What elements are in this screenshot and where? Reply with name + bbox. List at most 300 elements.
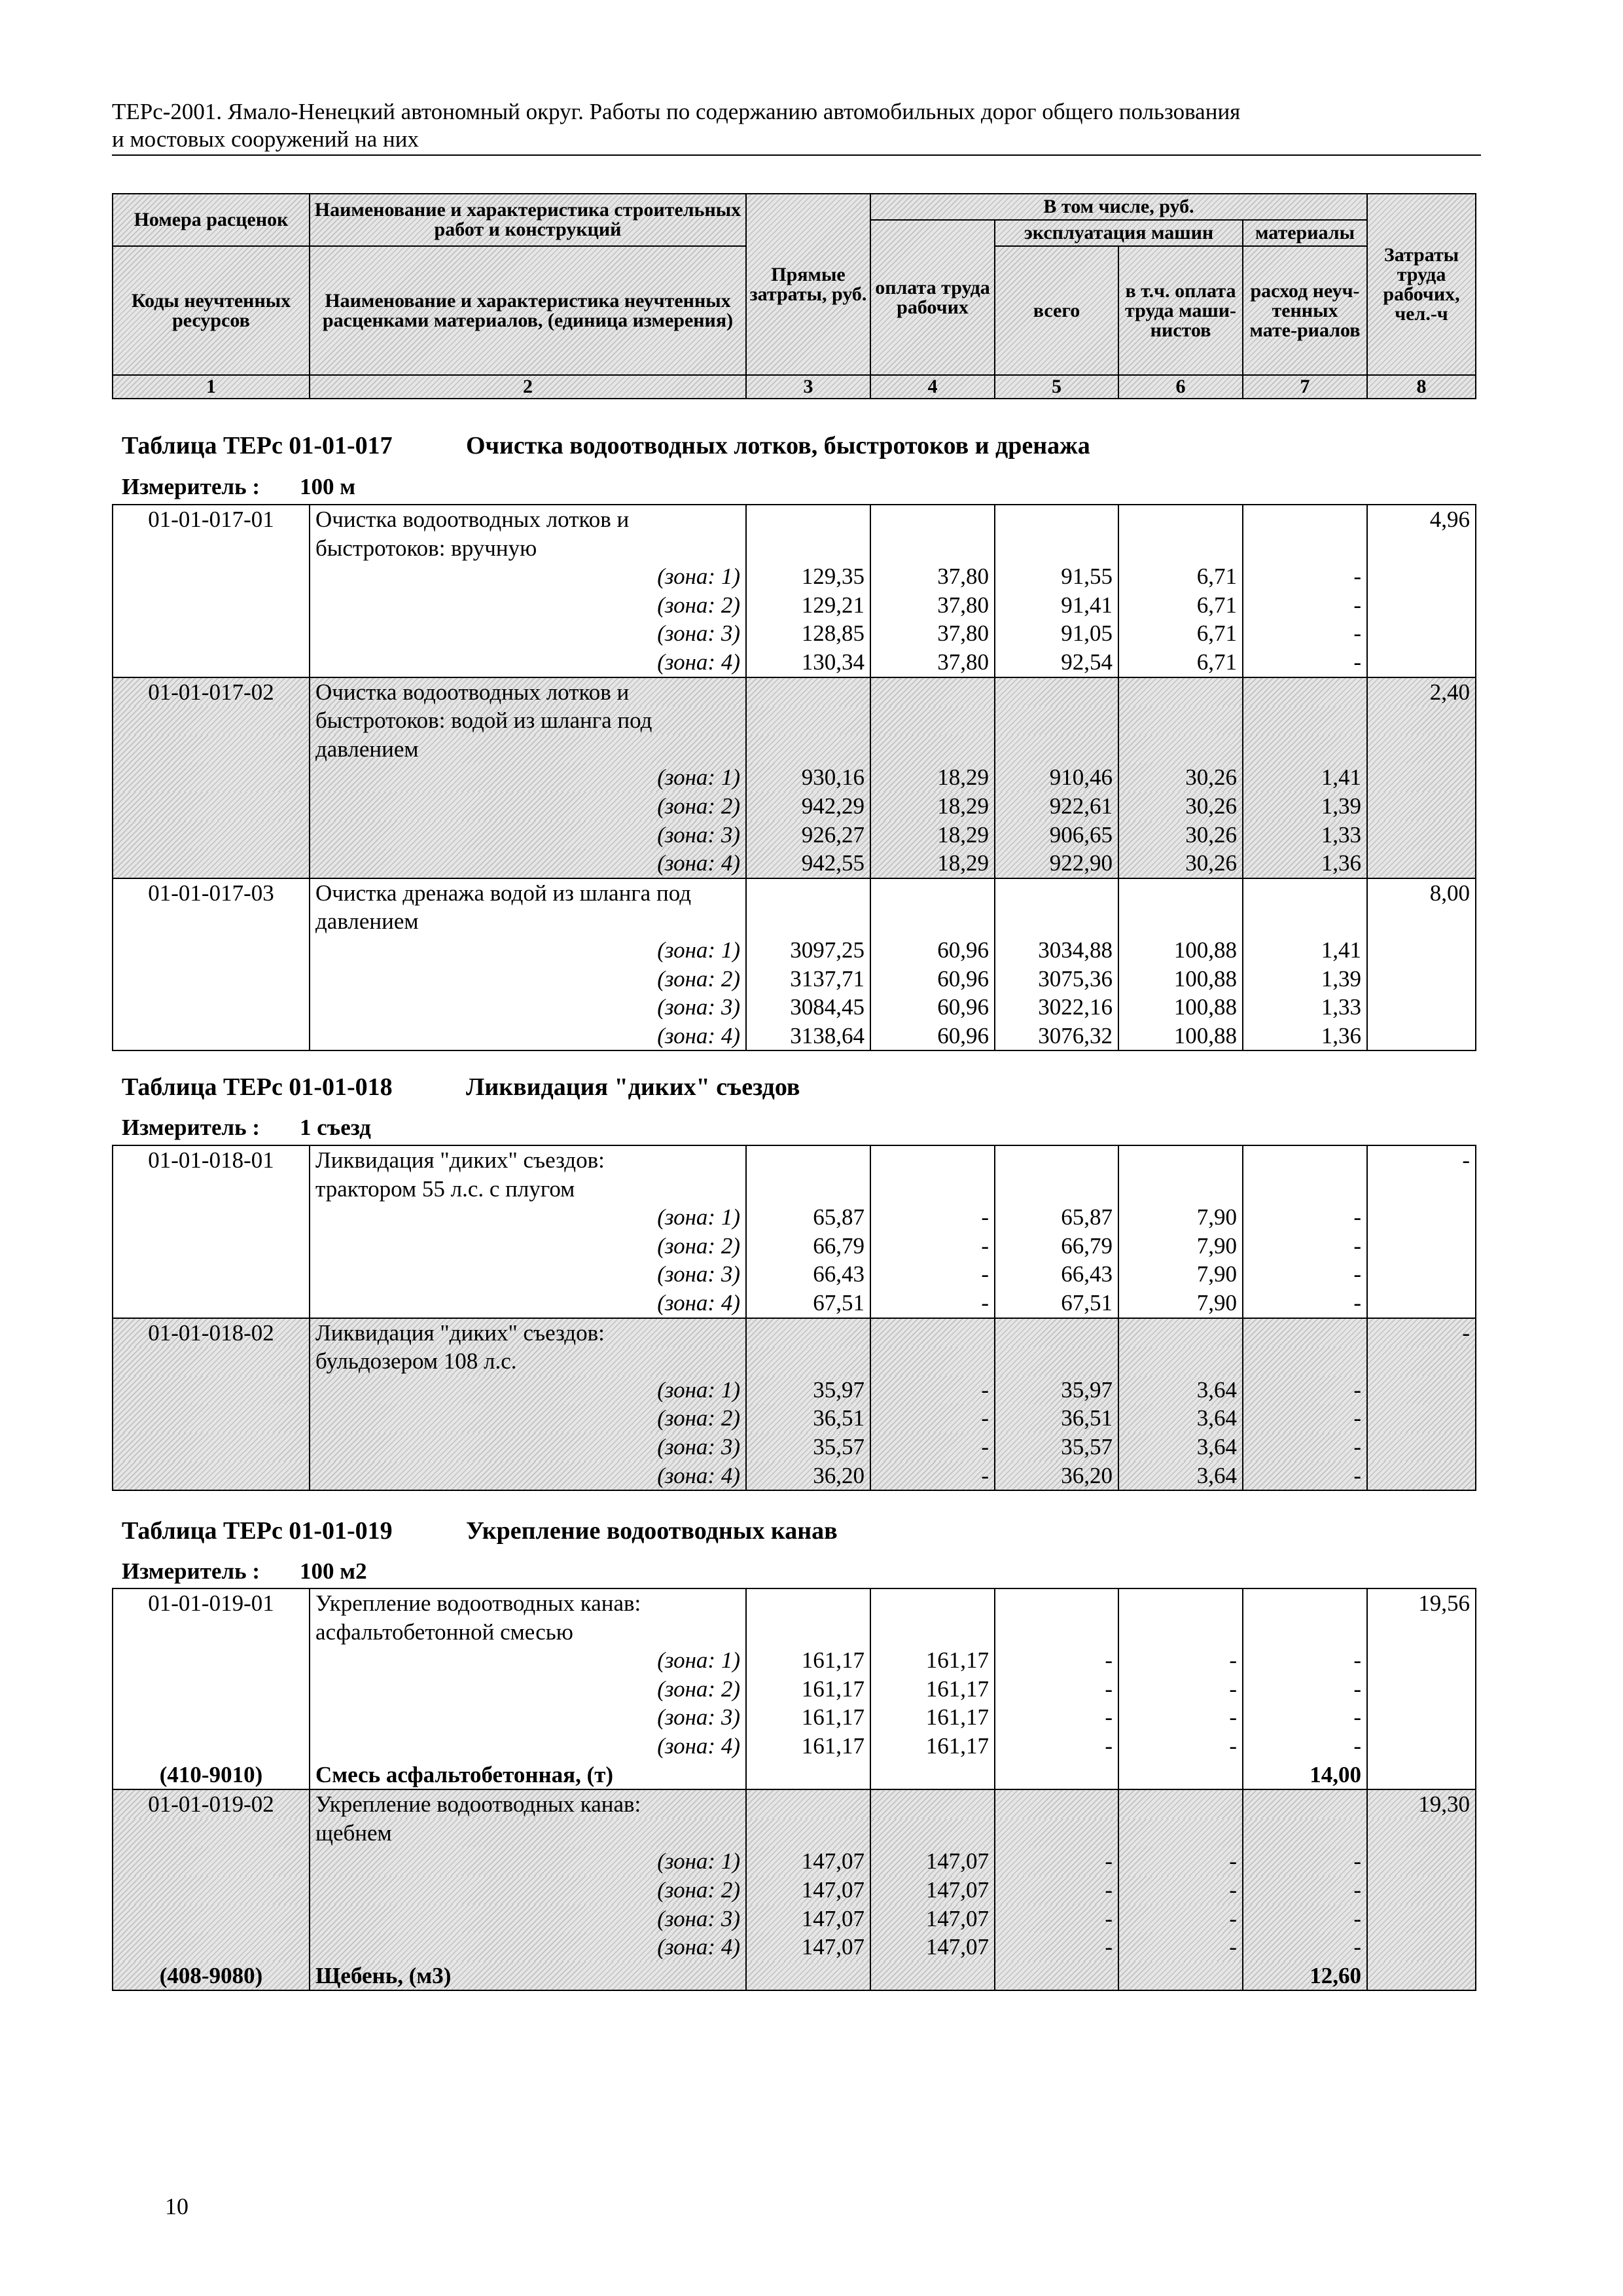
cell-machinist-pay: 100,88 <box>1118 993 1243 1022</box>
cell-labor-hours <box>1367 1260 1476 1289</box>
cell-description: (зона: 2) <box>310 792 746 821</box>
cell-machinist-pay: 100,88 <box>1118 936 1243 965</box>
cell-direct-costs <box>746 677 870 707</box>
table-row <box>113 1761 1476 1790</box>
cell-direct-costs <box>746 1618 870 1647</box>
cell-direct-costs: 147,07 <box>746 1847 870 1876</box>
cell-direct-costs: 930,16 <box>746 763 870 792</box>
table-row <box>113 1376 1476 1405</box>
cell-rate-code <box>113 562 310 591</box>
cell-rate-code <box>113 1289 310 1318</box>
cell-labor-hours <box>1367 1175 1476 1204</box>
cell-direct-costs <box>746 1588 870 1618</box>
cell-materials-usage: 1,33 <box>1243 821 1367 850</box>
cell-labor-pay <box>870 1962 995 1991</box>
cell-labor-hours <box>1367 763 1476 792</box>
cell-rate-code <box>113 849 310 878</box>
cell-labor-hours <box>1367 1232 1476 1261</box>
cell-description: (зона: 4) <box>310 1022 746 1051</box>
cell-description: (зона: 4) <box>310 648 746 677</box>
cell-labor-hours <box>1367 993 1476 1022</box>
cell-materials-usage: 1,33 <box>1243 993 1367 1022</box>
cell-labor-pay: 18,29 <box>870 763 995 792</box>
cell-labor-pay <box>870 1318 995 1348</box>
cell-labor-pay <box>870 1175 995 1204</box>
cell-description: (зона: 3) <box>310 1905 746 1933</box>
cell-description: быстротоков: водой из шланга под <box>310 706 746 735</box>
cell-machinist-pay <box>1118 1318 1243 1348</box>
cell-labor-hours <box>1367 1819 1476 1848</box>
cell-machinist-pay: 3,64 <box>1118 1376 1243 1405</box>
table-row <box>113 648 1476 677</box>
cell-machinist-pay: 3,64 <box>1118 1433 1243 1462</box>
column-number: 5 <box>995 375 1118 399</box>
cell-machine-total: 66,79 <box>995 1232 1118 1261</box>
cell-rate-code <box>113 1376 310 1405</box>
cell-rate-code <box>113 936 310 965</box>
cell-labor-pay: 161,17 <box>870 1703 995 1732</box>
table-row <box>113 1962 1476 1991</box>
cell-materials-usage <box>1243 1347 1367 1376</box>
cell-direct-costs: 3138,64 <box>746 1022 870 1051</box>
cell-direct-costs: 161,17 <box>746 1703 870 1732</box>
cell-machine-total: 3076,32 <box>995 1022 1118 1051</box>
cell-materials-usage: - <box>1243 1876 1367 1905</box>
cell-machinist-pay <box>1118 534 1243 563</box>
cell-labor-pay: 147,07 <box>870 1876 995 1905</box>
header-rate-numbers: Номера расценок <box>113 194 310 246</box>
cell-machinist-pay: - <box>1118 1703 1243 1732</box>
cell-machinist-pay <box>1118 1789 1243 1819</box>
cell-labor-hours <box>1367 965 1476 994</box>
cell-rate-code <box>113 1847 310 1876</box>
meter-label: Измеритель : <box>122 1558 260 1584</box>
table-row <box>113 907 1476 936</box>
column-number: 2 <box>310 375 746 399</box>
cell-machine-total: 67,51 <box>995 1289 1118 1318</box>
cell-description: (зона: 4) <box>310 1732 746 1761</box>
cell-materials-usage <box>1243 1789 1367 1819</box>
table-row <box>113 1433 1476 1462</box>
header-materials-usage: расход неуч-тенных мате-риалов <box>1243 246 1367 375</box>
cell-materials-usage: 1,36 <box>1243 849 1367 878</box>
table-row <box>113 1876 1476 1905</box>
table-row <box>113 878 1476 908</box>
cell-rate-code <box>113 907 310 936</box>
cell-machine-total <box>995 1175 1118 1204</box>
cell-materials-usage: - <box>1243 1847 1367 1876</box>
cell-materials-usage <box>1243 1819 1367 1848</box>
cell-materials-usage <box>1243 1588 1367 1618</box>
cell-machine-total <box>995 706 1118 735</box>
table-row <box>113 1933 1476 1962</box>
cell-labor-hours <box>1367 1022 1476 1051</box>
cell-description: (зона: 2) <box>310 1876 746 1905</box>
cell-direct-costs: 147,07 <box>746 1905 870 1933</box>
cell-labor-pay: 37,80 <box>870 591 995 620</box>
cell-materials-usage: - <box>1243 1905 1367 1933</box>
cell-rate-code: 01-01-017-02 <box>113 677 310 707</box>
table-row <box>113 821 1476 850</box>
table-label: Таблица ТЕРс 01-01-018 <box>122 1073 393 1101</box>
cell-rate-code <box>113 1703 310 1732</box>
cell-rate-code <box>113 735 310 764</box>
cell-description: давлением <box>310 735 746 764</box>
cell-description: (зона: 3) <box>310 619 746 648</box>
cell-description: (зона: 3) <box>310 1433 746 1462</box>
table-name: Укрепление водоотводных канав <box>466 1517 838 1545</box>
cell-machinist-pay: 30,26 <box>1118 821 1243 850</box>
cell-materials-usage: - <box>1243 1675 1367 1704</box>
cell-rate-code <box>113 821 310 850</box>
table-row <box>113 677 1476 707</box>
cell-rate-code <box>113 1819 310 1848</box>
cell-rate-code: 01-01-017-01 <box>113 505 310 534</box>
cell-direct-costs <box>746 505 870 534</box>
cell-direct-costs <box>746 1318 870 1348</box>
column-number-row <box>113 375 1476 399</box>
cell-direct-costs: 35,97 <box>746 1376 870 1405</box>
cell-machinist-pay <box>1118 1819 1243 1848</box>
cell-direct-costs: 129,21 <box>746 591 870 620</box>
cell-machine-total <box>995 1318 1118 1348</box>
cell-labor-pay: 60,96 <box>870 993 995 1022</box>
cell-rate-code <box>113 534 310 563</box>
table-row <box>113 534 1476 563</box>
cell-labor-hours <box>1367 1876 1476 1905</box>
meter-label: Измеритель : <box>122 474 260 499</box>
cell-labor-pay <box>870 878 995 908</box>
cell-machine-total: 91,55 <box>995 562 1118 591</box>
table-row <box>113 619 1476 648</box>
cell-machine-total: 65,87 <box>995 1203 1118 1232</box>
cell-labor-hours <box>1367 907 1476 936</box>
meter-value: 100 м2 <box>300 1558 367 1584</box>
cell-labor-pay: - <box>870 1203 995 1232</box>
cell-direct-costs: 3084,45 <box>746 993 870 1022</box>
cell-labor-pay: 60,96 <box>870 1022 995 1051</box>
meter-019 <box>122 1558 367 1585</box>
cell-labor-hours <box>1367 591 1476 620</box>
cell-machinist-pay <box>1118 1145 1243 1175</box>
cell-labor-pay <box>870 1588 995 1618</box>
cell-rate-code <box>113 591 310 620</box>
cell-materials-usage: 12,60 <box>1243 1962 1367 1991</box>
table-row <box>113 763 1476 792</box>
cell-description: (зона: 3) <box>310 1703 746 1732</box>
cell-machine-total: - <box>995 1847 1118 1876</box>
cell-machine-total: 92,54 <box>995 648 1118 677</box>
cell-labor-pay: - <box>870 1289 995 1318</box>
header-machine-operation: эксплуатация машин <box>995 220 1243 246</box>
cell-labor-pay: 37,80 <box>870 648 995 677</box>
cell-machine-total: - <box>995 1703 1118 1732</box>
cell-machinist-pay <box>1118 735 1243 764</box>
table-row <box>113 1732 1476 1761</box>
cell-machine-total: 36,51 <box>995 1404 1118 1433</box>
cell-labor-hours: - <box>1367 1145 1476 1175</box>
cell-machine-total: 922,90 <box>995 849 1118 878</box>
cell-description: Очистка водоотводных лотков и <box>310 505 746 534</box>
cell-machinist-pay: 100,88 <box>1118 965 1243 994</box>
cell-machine-total <box>995 1761 1118 1790</box>
cell-machine-total: 3022,16 <box>995 993 1118 1022</box>
column-number: 8 <box>1367 375 1476 399</box>
cell-machinist-pay: 7,90 <box>1118 1260 1243 1289</box>
cell-direct-costs: 161,17 <box>746 1675 870 1704</box>
cell-labor-pay: 18,29 <box>870 792 995 821</box>
cell-labor-hours <box>1367 1732 1476 1761</box>
cell-labor-hours <box>1367 1675 1476 1704</box>
cell-machinist-pay <box>1118 907 1243 936</box>
cell-rate-code <box>113 619 310 648</box>
cell-description: (зона: 4) <box>310 849 746 878</box>
cell-materials-usage <box>1243 907 1367 936</box>
cell-description: (зона: 1) <box>310 562 746 591</box>
cell-labor-hours <box>1367 1376 1476 1405</box>
table-row <box>113 1847 1476 1876</box>
table-row <box>113 735 1476 764</box>
cell-machinist-pay: 3,64 <box>1118 1462 1243 1491</box>
cell-labor-hours <box>1367 1703 1476 1732</box>
cell-rate-code <box>113 1675 310 1704</box>
cell-machine-total <box>995 677 1118 707</box>
cell-labor-hours <box>1367 735 1476 764</box>
table-name: Очистка водоотводных лотков, быстротоков и дренажа <box>466 432 1090 459</box>
cell-direct-costs: 66,43 <box>746 1260 870 1289</box>
cell-description: (зона: 1) <box>310 1847 746 1876</box>
cell-labor-hours <box>1367 1203 1476 1232</box>
cell-labor-hours <box>1367 648 1476 677</box>
cell-rate-code <box>113 1933 310 1962</box>
cell-machinist-pay: - <box>1118 1675 1243 1704</box>
cell-description: (зона: 2) <box>310 1232 746 1261</box>
cell-rate-code: (410-9010) <box>113 1761 310 1790</box>
column-number: 7 <box>1243 375 1367 399</box>
cell-description: Укрепление водоотводных канав: <box>310 1789 746 1819</box>
cell-labor-pay: 161,17 <box>870 1675 995 1704</box>
table-row <box>113 505 1476 534</box>
cell-machinist-pay: 30,26 <box>1118 792 1243 821</box>
cell-labor-hours <box>1367 1433 1476 1462</box>
cell-machinist-pay <box>1118 1588 1243 1618</box>
cell-machine-total: 3075,36 <box>995 965 1118 994</box>
cell-machine-total: 91,41 <box>995 591 1118 620</box>
rates-table-018 <box>112 1145 1476 1491</box>
cell-description: (зона: 1) <box>310 1646 746 1675</box>
cell-labor-pay <box>870 1819 995 1848</box>
cell-materials-usage: 1,39 <box>1243 792 1367 821</box>
cell-machinist-pay: - <box>1118 1905 1243 1933</box>
cell-materials-usage <box>1243 1618 1367 1647</box>
cell-machine-total: 35,57 <box>995 1433 1118 1462</box>
cell-direct-costs: 67,51 <box>746 1289 870 1318</box>
header-work-name: Наименование и характеристика строительных работ и конструкций <box>310 194 746 246</box>
header-labor-pay: оплата труда рабочих <box>870 220 995 375</box>
cell-machinist-pay: - <box>1118 1933 1243 1962</box>
cell-machine-total: 91,05 <box>995 619 1118 648</box>
cell-labor-pay: 18,29 <box>870 821 995 850</box>
cell-machinist-pay <box>1118 706 1243 735</box>
cell-labor-pay <box>870 677 995 707</box>
cell-direct-costs: 128,85 <box>746 619 870 648</box>
cell-machine-total <box>995 1347 1118 1376</box>
cell-machinist-pay <box>1118 878 1243 908</box>
cell-labor-pay <box>870 1145 995 1175</box>
cell-machine-total: 910,46 <box>995 763 1118 792</box>
column-number: 6 <box>1118 375 1243 399</box>
cell-description: Укрепление водоотводных канав: <box>310 1588 746 1618</box>
table-row <box>113 1404 1476 1433</box>
rates-table-019 <box>112 1588 1476 1991</box>
cell-machinist-pay: 100,88 <box>1118 1022 1243 1051</box>
cell-materials-usage: 1,41 <box>1243 936 1367 965</box>
header-machine-total: всего <box>995 246 1118 375</box>
cell-machinist-pay: 6,71 <box>1118 562 1243 591</box>
cell-labor-pay: - <box>870 1376 995 1405</box>
cell-rate-code: 01-01-017-03 <box>113 878 310 908</box>
cell-materials-usage: - <box>1243 1376 1367 1405</box>
cell-materials-usage: 1,41 <box>1243 763 1367 792</box>
table-row <box>113 591 1476 620</box>
cell-direct-costs <box>746 1175 870 1204</box>
cell-machine-total: 906,65 <box>995 821 1118 850</box>
cell-description: Смесь асфальтобетонная, (т) <box>310 1761 746 1790</box>
table-row <box>113 1232 1476 1261</box>
cell-labor-pay: 147,07 <box>870 1847 995 1876</box>
cell-materials-usage: - <box>1243 1646 1367 1675</box>
cell-machine-total: 3034,88 <box>995 936 1118 965</box>
cell-description: асфальтобетонной смесью <box>310 1618 746 1647</box>
cell-labor-hours: 19,30 <box>1367 1789 1476 1819</box>
cell-machinist-pay: 6,71 <box>1118 619 1243 648</box>
cell-machine-total <box>995 1962 1118 1991</box>
cell-machinist-pay: - <box>1118 1732 1243 1761</box>
table-row <box>113 1675 1476 1704</box>
cell-direct-costs: 36,20 <box>746 1462 870 1491</box>
cell-machine-total: - <box>995 1646 1118 1675</box>
cell-rate-code: (408-9080) <box>113 1962 310 1991</box>
cell-machine-total: - <box>995 1675 1118 1704</box>
cell-labor-pay <box>870 706 995 735</box>
table-row <box>113 1289 1476 1318</box>
cell-materials-usage <box>1243 735 1367 764</box>
cell-description: (зона: 2) <box>310 965 746 994</box>
cell-labor-hours <box>1367 1646 1476 1675</box>
cell-materials-usage <box>1243 677 1367 707</box>
cell-rate-code <box>113 1732 310 1761</box>
cell-labor-hours <box>1367 562 1476 591</box>
cell-labor-hours: 4,96 <box>1367 505 1476 534</box>
cell-description: (зона: 1) <box>310 936 746 965</box>
meter-017 <box>122 474 356 500</box>
table-title-019 <box>122 1517 838 1545</box>
cell-materials-usage: - <box>1243 1203 1367 1232</box>
cell-labor-hours <box>1367 1289 1476 1318</box>
cell-rate-code <box>113 1462 310 1491</box>
cell-direct-costs: 161,17 <box>746 1732 870 1761</box>
cell-direct-costs: 36,51 <box>746 1404 870 1433</box>
cell-machine-total: 36,20 <box>995 1462 1118 1491</box>
header-including: В том числе, руб. <box>870 194 1367 220</box>
cell-rate-code: 01-01-019-02 <box>113 1789 310 1819</box>
table-row <box>113 1260 1476 1289</box>
cell-rate-code <box>113 1433 310 1462</box>
column-header-table <box>112 193 1476 399</box>
cell-labor-pay: - <box>870 1232 995 1261</box>
cell-labor-hours <box>1367 1905 1476 1933</box>
cell-direct-costs: 65,87 <box>746 1203 870 1232</box>
cell-rate-code <box>113 1232 310 1261</box>
cell-machinist-pay: 30,26 <box>1118 763 1243 792</box>
cell-rate-code <box>113 706 310 735</box>
table-row <box>113 849 1476 878</box>
cell-description: (зона: 4) <box>310 1462 746 1491</box>
cell-materials-usage: - <box>1243 1433 1367 1462</box>
cell-labor-hours: 2,40 <box>1367 677 1476 707</box>
cell-direct-costs: 129,35 <box>746 562 870 591</box>
header-labor-costs: Затраты труда рабочих, чел.-ч <box>1367 194 1476 375</box>
cell-description: бульдозером 108 л.с. <box>310 1347 746 1376</box>
cell-direct-costs: 942,55 <box>746 849 870 878</box>
page-number: 10 <box>165 2193 188 2219</box>
cell-rate-code <box>113 1876 310 1905</box>
cell-labor-pay: 147,07 <box>870 1933 995 1962</box>
table-row <box>113 1203 1476 1232</box>
cell-labor-pay: 147,07 <box>870 1905 995 1933</box>
cell-labor-pay <box>870 907 995 936</box>
cell-machinist-pay <box>1118 1761 1243 1790</box>
cell-description: (зона: 2) <box>310 1404 746 1433</box>
header-line-2: и мостовых сооружений на них <box>112 126 419 152</box>
cell-machine-total <box>995 735 1118 764</box>
cell-materials-usage <box>1243 1175 1367 1204</box>
cell-labor-hours <box>1367 1462 1476 1491</box>
cell-rate-code: 01-01-019-01 <box>113 1588 310 1618</box>
cell-rate-code <box>113 763 310 792</box>
cell-rate-code <box>113 1260 310 1289</box>
cell-description: быстротоков: вручную <box>310 534 746 563</box>
cell-machine-total <box>995 1819 1118 1848</box>
cell-materials-usage: - <box>1243 1462 1367 1491</box>
cell-description: давлением <box>310 907 746 936</box>
meter-018 <box>122 1115 371 1141</box>
meter-label: Измеритель : <box>122 1115 260 1140</box>
cell-description: (зона: 4) <box>310 1289 746 1318</box>
cell-rate-code <box>113 1618 310 1647</box>
cell-direct-costs: 161,17 <box>746 1646 870 1675</box>
cell-labor-pay: 37,80 <box>870 562 995 591</box>
cell-direct-costs: 130,34 <box>746 648 870 677</box>
cell-description: (зона: 4) <box>310 1933 746 1962</box>
cell-description: (зона: 1) <box>310 1203 746 1232</box>
table-row <box>113 993 1476 1022</box>
cell-materials-usage: - <box>1243 562 1367 591</box>
cell-materials-usage <box>1243 534 1367 563</box>
table-row <box>113 1145 1476 1175</box>
table-row <box>113 1703 1476 1732</box>
cell-labor-hours <box>1367 1847 1476 1876</box>
cell-machinist-pay: - <box>1118 1847 1243 1876</box>
cell-labor-pay: 161,17 <box>870 1732 995 1761</box>
cell-rate-code <box>113 965 310 994</box>
table-row <box>113 1646 1476 1675</box>
cell-labor-pay: 60,96 <box>870 965 995 994</box>
page-header <box>112 98 1481 156</box>
cell-materials-usage: - <box>1243 1933 1367 1962</box>
cell-machinist-pay <box>1118 1962 1243 1991</box>
cell-description: Ликвидация "диких" съездов: <box>310 1145 746 1175</box>
